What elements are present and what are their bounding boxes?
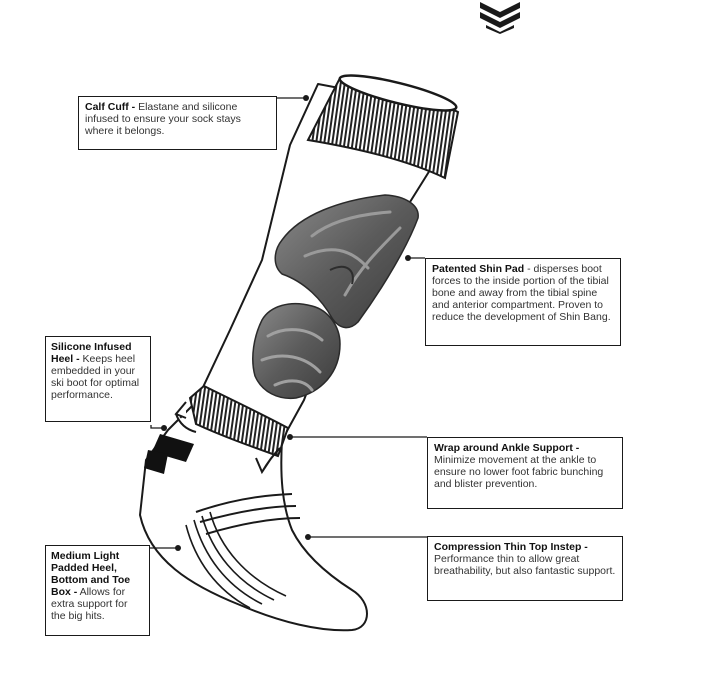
callout-instep-body: Performance thin to allow great breathability, but also fantastic support. xyxy=(434,553,616,577)
callout-ankle-support xyxy=(427,437,623,509)
callout-toe-box-title: Medium Light Padded Heel, Bottom and Toe Box - xyxy=(51,550,131,598)
callout-shin-pad-title: Patented Shin Pad xyxy=(432,263,525,275)
callout-instep-title: Compression Thin Top Instep - xyxy=(434,541,588,553)
callout-heel-title: Silicone Infused Heel - xyxy=(51,341,132,365)
callout-calf-cuff-body: Elastane and silicone infused to ensure your sock stays where it belongs. xyxy=(85,101,241,137)
callout-calf-cuff-title: Calf Cuff - xyxy=(85,101,139,113)
callout-calf-cuff xyxy=(78,96,277,150)
callout-instep xyxy=(427,536,623,601)
shin-pad-lower xyxy=(253,304,340,399)
callout-toe-box-body: Allows for extra support for the big hits. xyxy=(51,586,128,622)
callout-ankle-title: Wrap around Ankle Support - xyxy=(434,442,580,454)
callout-heel-body: Keeps heel embedded in your ski boot for optimal performance. xyxy=(51,353,140,401)
callout-toe-box xyxy=(45,545,150,636)
callout-ankle-body: Minimize movement at the ankle to ensure no lower foot fabric bunching and blister prevention. xyxy=(434,454,604,490)
callout-shin-pad-body: - disperses boot forces to the inside portion of the tibial bone and away from the tibial spine and anterior compartment. Proven to reduce the development of Shin Bang. xyxy=(432,263,611,323)
callout-heel xyxy=(45,336,151,422)
callout-shin-pad xyxy=(425,258,621,346)
